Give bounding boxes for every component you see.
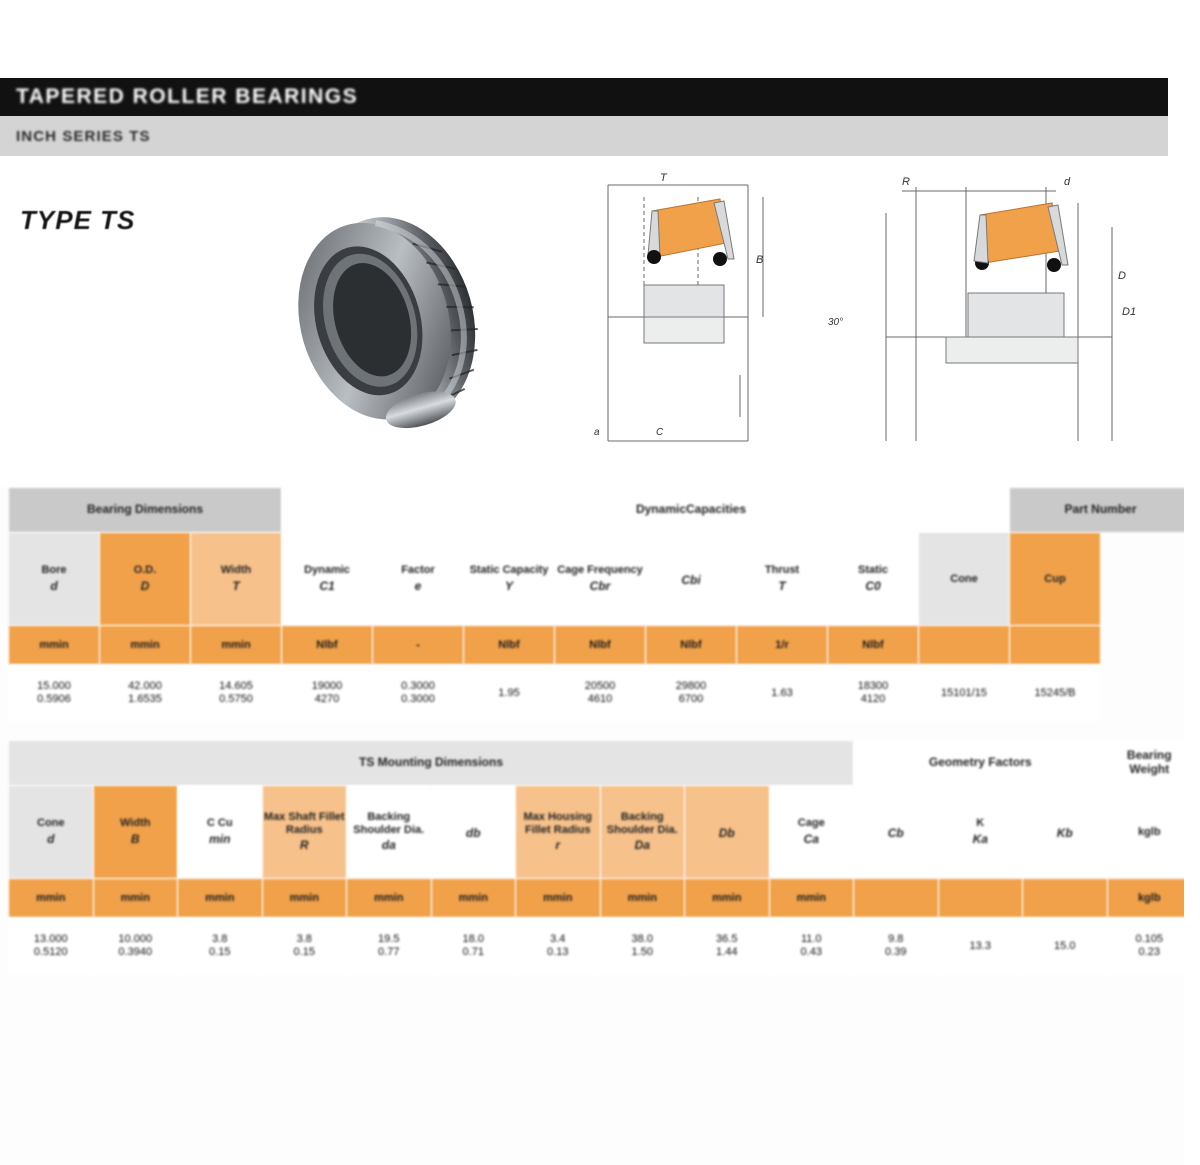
page-title-bar (0, 78, 1200, 116)
page-top-margin (0, 0, 1200, 78)
column-header: Max Housing Fillet Radius r (516, 786, 601, 879)
unit-cell: mmin (9, 626, 100, 665)
data-cell: 1.95 (464, 665, 555, 722)
svg-text:a: a (594, 427, 600, 438)
column-group-header (282, 488, 373, 533)
data-cell: 13.3 (938, 918, 1023, 975)
svg-text:T: T (660, 172, 667, 184)
column-header: Kb (1023, 786, 1108, 879)
data-cell: 38.0 1.50 (600, 918, 685, 975)
column-group-header: Bearing Dimensions (9, 488, 282, 533)
table2-column-header-row (9, 786, 1192, 879)
data-cell: 0.105 0.23 (1107, 918, 1192, 975)
table-row (9, 665, 1192, 722)
column-group-header: DynamicCapacities (373, 488, 1010, 533)
unit-cell: - (373, 626, 464, 665)
table2-group-header-row (9, 741, 1192, 786)
column-header: Bore d (9, 533, 100, 626)
data-cell: 15245/B (1010, 665, 1101, 722)
data-cell: 1.63 (737, 665, 828, 722)
column-header: kglb (1107, 786, 1192, 879)
mounting-table-wrap (0, 740, 1200, 975)
hero-section (0, 157, 1200, 487)
column-header: C Cu min (178, 786, 263, 879)
unit-cell (919, 626, 1010, 665)
unit-cell: Nlbf (464, 626, 555, 665)
svg-text:C: C (656, 427, 664, 438)
table2-unit-row (9, 879, 1192, 918)
column-header: Cone d (9, 786, 94, 879)
data-cell: 14.605 0.5750 (191, 665, 282, 722)
column-group-header: Bearing Weight (1107, 741, 1192, 786)
column-header: Cage Ca (769, 786, 854, 879)
data-cell: 3.8 0.15 (178, 918, 263, 975)
data-cell: 29800 6700 (646, 665, 737, 722)
column-header: Dynamic C1 (282, 533, 373, 626)
data-cell: 36.5 1.44 (685, 918, 770, 975)
column-header: Factor e (373, 533, 464, 626)
data-cell: 0.3000 0.3000 (373, 665, 464, 722)
unit-cell: 1/r (737, 626, 828, 665)
unit-cell: mmin (347, 879, 432, 918)
data-cell: 13.000 0.5120 (9, 918, 94, 975)
column-header: Width B (93, 786, 178, 879)
unit-cell: Nlbf (282, 626, 373, 665)
column-header: O.D. D (100, 533, 191, 626)
column-header: Max Shaft Fillet Radius R (262, 786, 347, 879)
column-header: Width T (191, 533, 282, 626)
data-cell: 18.0 0.71 (431, 918, 516, 975)
unit-cell: mmin (685, 879, 770, 918)
unit-cell: mmin (178, 879, 263, 918)
data-cell: 15.0 (1023, 918, 1108, 975)
data-cell: 15.000 0.5906 (9, 665, 100, 722)
unit-cell: mmin (262, 879, 347, 918)
column-header: Cup (1010, 533, 1101, 626)
data-cell: 11.0 0.43 (769, 918, 854, 975)
data-cell: 3.8 0.15 (262, 918, 347, 975)
column-header: Cage Frequency Cbr (555, 533, 646, 626)
page-subtitle-bar (0, 116, 1200, 157)
unit-cell: mmin (93, 879, 178, 918)
dimensions-table-wrap (0, 487, 1200, 722)
page-title: TAPERED ROLLER BEARINGS (16, 85, 359, 108)
table1-column-header-row (9, 533, 1192, 626)
svg-text:D: D (1118, 270, 1126, 282)
column-header: db (431, 786, 516, 879)
data-cell: 9.8 0.39 (854, 918, 939, 975)
column-header: Static Capacity Y (464, 533, 555, 626)
column-group-header: Geometry Factors (854, 741, 1108, 786)
column-header: Backing Shoulder Dia. da (347, 786, 432, 879)
bearing-type-label: TYPE TS (20, 205, 136, 235)
data-cell: 15101/15 (919, 665, 1010, 722)
column-header: Db (685, 786, 770, 879)
unit-cell: kglb (1107, 879, 1192, 918)
table1-unit-row (9, 626, 1192, 665)
page-bottom-margin (0, 975, 1200, 1021)
unit-cell (938, 879, 1023, 918)
column-group-header: Part Number (1010, 488, 1192, 533)
page-subtitle: INCH SERIES TS (16, 127, 151, 145)
unit-cell: Nlbf (646, 626, 737, 665)
bearing-section-diagram-1 (548, 167, 816, 457)
unit-cell (1023, 879, 1108, 918)
unit-cell: Nlbf (828, 626, 919, 665)
page-right-edge (1184, 0, 1200, 1165)
column-header: Backing Shoulder Dia. Da (600, 786, 685, 879)
column-group-header: TS Mounting Dimensions (9, 741, 854, 786)
unit-cell: Nlbf (555, 626, 646, 665)
table1-group-header-row (9, 488, 1192, 533)
unit-cell: mmin (769, 879, 854, 918)
data-cell: 19.5 0.77 (347, 918, 432, 975)
data-cell: 18300 4120 (828, 665, 919, 722)
svg-text:D1: D1 (1122, 306, 1137, 318)
bearing-section-diagram-2 (816, 167, 1176, 457)
column-header: Static C0 (828, 533, 919, 626)
column-header: Cbi (646, 533, 737, 626)
column-header: Cb (854, 786, 939, 879)
svg-text:d: d (1064, 176, 1071, 188)
unit-cell: mmin (516, 879, 601, 918)
column-header: K Ka (938, 786, 1023, 879)
column-header: Cone (919, 533, 1010, 626)
mounting-dimensions-table (8, 740, 1192, 975)
data-cell: 20500 4610 (555, 665, 646, 722)
data-cell: 19000 4270 (282, 665, 373, 722)
svg-text:B: B (756, 254, 764, 266)
data-cell: 42.000 1.6535 (100, 665, 191, 722)
unit-cell: mmin (191, 626, 282, 665)
table-row (9, 918, 1192, 975)
bearing-dimensions-table (8, 487, 1192, 722)
unit-cell (1010, 626, 1101, 665)
data-cell: 10.000 0.3940 (93, 918, 178, 975)
unit-cell: mmin (100, 626, 191, 665)
table-gap (0, 722, 1200, 740)
unit-cell (854, 879, 939, 918)
unit-cell: mmin (431, 879, 516, 918)
column-header: Thrust T (737, 533, 828, 626)
svg-text:R: R (902, 176, 910, 188)
svg-text:30°: 30° (828, 317, 844, 328)
tapered-roller-bearing-photo (282, 181, 510, 451)
unit-cell: mmin (600, 879, 685, 918)
data-cell: 3.4 0.13 (516, 918, 601, 975)
unit-cell: mmin (9, 879, 94, 918)
